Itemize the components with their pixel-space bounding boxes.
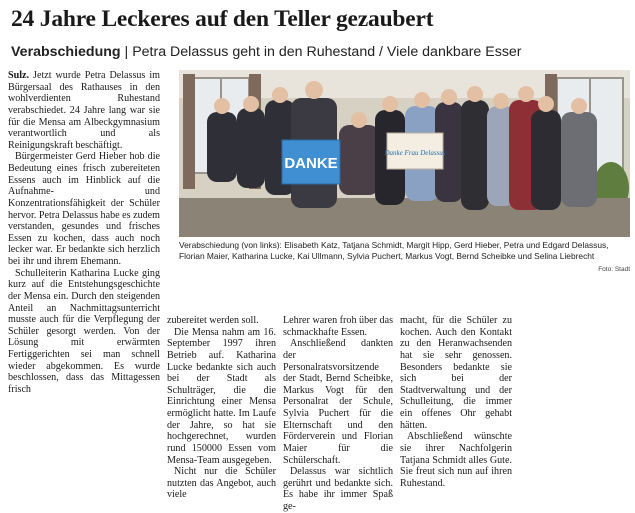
subheadline: Petra Delassus geht in den Ruhestand / Viele dankbare Esser [132,44,522,60]
article-column-1 [8,70,160,396]
subheadline-line [11,42,631,62]
paragraph-intro [8,70,160,151]
dateline: Sulz. [8,70,30,81]
paragraph-fun: macht, für die Schüler zu kochen. Auch den Kontakt zu den Heranwachsenden hat sie sehr genossen. Besonders bedankte sie sich bei der Stadtverwaltung und der Schulleitung, die immer ein offenes Ohr gehabt hätten. [400,315,512,431]
kicker: Verabschiedung [11,44,121,60]
kicker-separator: | [124,44,129,60]
paragraph-mayor: Bürgermeister Gerd Hieber hob die Bedeutung eines frisch zubereiteten Essens auch im Hinblick auf die Aufnahme- und Konzentrationsfähigkeit der Schüler hervor. Petra Delassus habe es zudem verstanden, gesundes und frisches Essen zu kochen, dass auch noch lecker war. Er bedankte sich herzlich bei ihr und ihrem Ehemann. [8,151,160,267]
article-column-2 [167,315,276,501]
sign-left-text: DANKE [284,155,338,172]
paragraph-continue: zubereitet werden soll. [167,315,259,326]
headline: 24 Jahre Leckeres auf den Teller gezaubert [11,6,434,32]
article-column-3 [283,315,393,513]
sign-danke-white [383,133,445,169]
paragraph-successor: Abschließend wünschte sie ihrer Nachfolgerin Tatjana Schmidt alles Gute. Sie freut sich nun auf ihren Ruhestand. [400,431,512,489]
paragraph-users: Nicht nur die Schüler nutzten das Angebot, auch viele [167,466,276,501]
paragraph-teachers: Lehrer waren froh über das schmackhafte Essen. [283,315,393,338]
article-column-4 [400,315,512,489]
intro-text: Jetzt wurde Petra Delassus im Bürgersaal des Rathauses in den wohlverdienten Ruhestand verabschiedet. 24 Jahre lang war sie für die Mensa am Albeckgymnasium verantwortlich und als Reinigungskraft beschäftigt. [8,70,160,151]
group-photo [179,70,630,237]
sign-right-text: Danke Frau Delassus [384,149,446,157]
sign-danke-blue [282,140,340,184]
paragraph-thanks: Anschließend dankten der Personalratsvorsitzende der Stadt, Bernd Scheibke, Markus Vogt für den Personalrat der Schule, Sylvia Puchert für die Elternschaft und den Förderverein und Florian Maier für die Schülerschaft. [283,338,393,466]
photo-credit: Foto: Stadt [598,266,630,273]
paragraph-moved: Delassus war sichtlich gerührt und bedankte sich. Es habe ihr immer Spaß ge- [283,466,393,512]
photo-caption: Verabschiedung (von links): Elisabeth Katz, Tatjana Schmidt, Margit Hipp, Gerd Hieber, Petra und Edgard Delassus, Florian Maier, Katharina Lucke, Kai Ullmann, Sylvia Puchert, Markus Vogt, Bernd Scheibke und Selina Liebrecht [179,240,609,261]
paragraph-history: Die Mensa nahm am 16. September 1997 ihren Betrieb auf. Katharina Lucke bedankte sich auch bei der Stadt als Schulträger, die die Einrichtung einer Mensa ermöglicht hatte. Im Laufe der Jahre, so hat sie hochgerechnet, wurden rund 150000 Essen vom Mensa-Team ausgegeben. [167,326,276,466]
paragraph-principal: Schulleiterin Katharina Lucke ging kurz auf die Entstehungsgeschichte der Mensa ein. Durch den steigenden Anteil an Nachmittagsunterricht musste auch für die Verpflegung der Schüler gesorgt werden. Von der Lösung mit erwärmten Fertiggerichten sei man schnell wieder abgekommen. Es wurde beschlossen, dass das Mittagessen frisch [8,267,160,395]
